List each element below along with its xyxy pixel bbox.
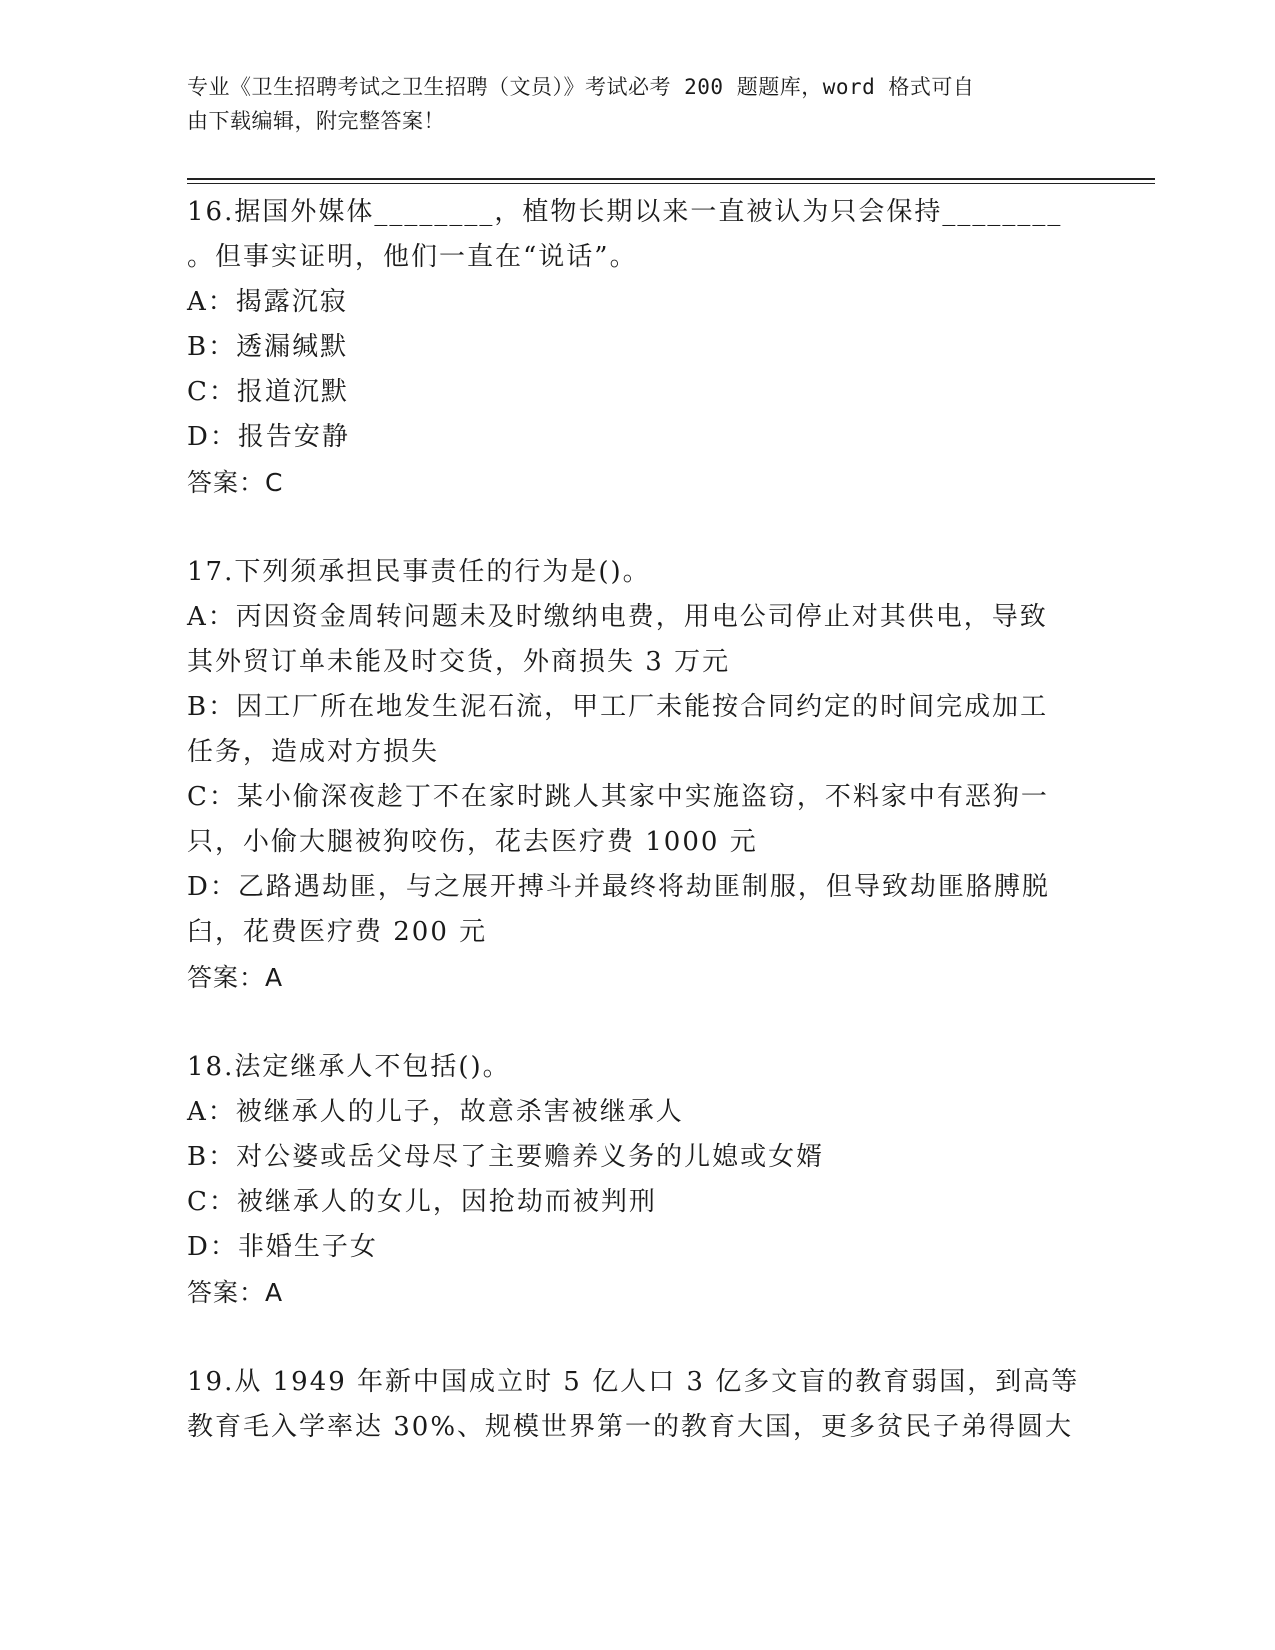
option-line: A：揭露沉寂	[187, 287, 348, 317]
option-line: 只，小偷大腿被狗咬伤，花去医疗费 1000 元	[187, 827, 758, 857]
option-line: B：透漏缄默	[187, 332, 349, 362]
header-divider	[187, 178, 1155, 180]
option-line: A：丙因资金周转问题未及时缴纳电费，用电公司停止对其供电，导致	[187, 602, 1048, 632]
option-line: B：对公婆或岳父母尽了主要赡养义务的儿媳或女婿	[187, 1142, 825, 1172]
header-title-line-1: 专业《卫生招聘考试之卫生招聘（文员）》考试必考 200 题题库，word 格式可自	[187, 75, 975, 99]
question-stem-line: 。但事实证明，他们一直在“说话”。	[187, 242, 638, 272]
question-stem-line: 18.法定继承人不包括()。	[187, 1052, 511, 1082]
document-header	[187, 70, 1067, 138]
answer-line: 答案：C	[187, 468, 284, 497]
question-stem-line: 17.下列须承担民事责任的行为是()。	[187, 557, 651, 587]
header-divider-thin	[187, 183, 1155, 184]
question-block	[187, 190, 1087, 505]
question-block	[187, 1360, 1087, 1450]
option-line: C：被继承人的女儿，因抢劫而被判刑	[187, 1187, 657, 1217]
option-line: 臼，花费医疗费 200 元	[187, 917, 488, 947]
question-list	[187, 190, 1087, 1495]
header-title-line-2: 由下载编辑，附完整答案！	[187, 109, 445, 133]
option-line: D：乙路遇劫匪，与之展开搏斗并最终将劫匪制服，但导致劫匪胳膊脱	[187, 872, 1050, 902]
option-line: C：报道沉默	[187, 377, 349, 407]
answer-line: 答案：A	[187, 1278, 284, 1307]
option-line: 任务，造成对方损失	[187, 737, 440, 767]
answer-line: 答案：A	[187, 963, 284, 992]
option-line: A：被继承人的儿子，故意杀害被继承人	[187, 1097, 684, 1127]
option-line: C：某小偷深夜趁丁不在家时跳人其家中实施盗窃，不料家中有恶狗一	[187, 782, 1049, 812]
option-line: D：报告安静	[187, 422, 350, 452]
option-line: D：非婚生子女	[187, 1232, 378, 1262]
question-block	[187, 1045, 1087, 1315]
question-block	[187, 550, 1087, 1000]
question-stem-line: 19.从 1949 年新中国成立时 5 亿人口 3 亿多文盲的教育弱国，到高等	[187, 1367, 1080, 1397]
option-line: B：因工厂所在地发生泥石流，甲工厂未能按合同约定的时间完成加工	[187, 692, 1049, 722]
question-stem-line: 16.据国外媒体________，植物长期以来一直被认为只会保持________	[187, 197, 1063, 227]
question-stem-line: 教育毛入学率达 30%、规模世界第一的教育大国，更多贫民子弟得圆大	[187, 1412, 1074, 1442]
option-line: 其外贸订单未能及时交货，外商损失 3 万元	[187, 647, 731, 677]
